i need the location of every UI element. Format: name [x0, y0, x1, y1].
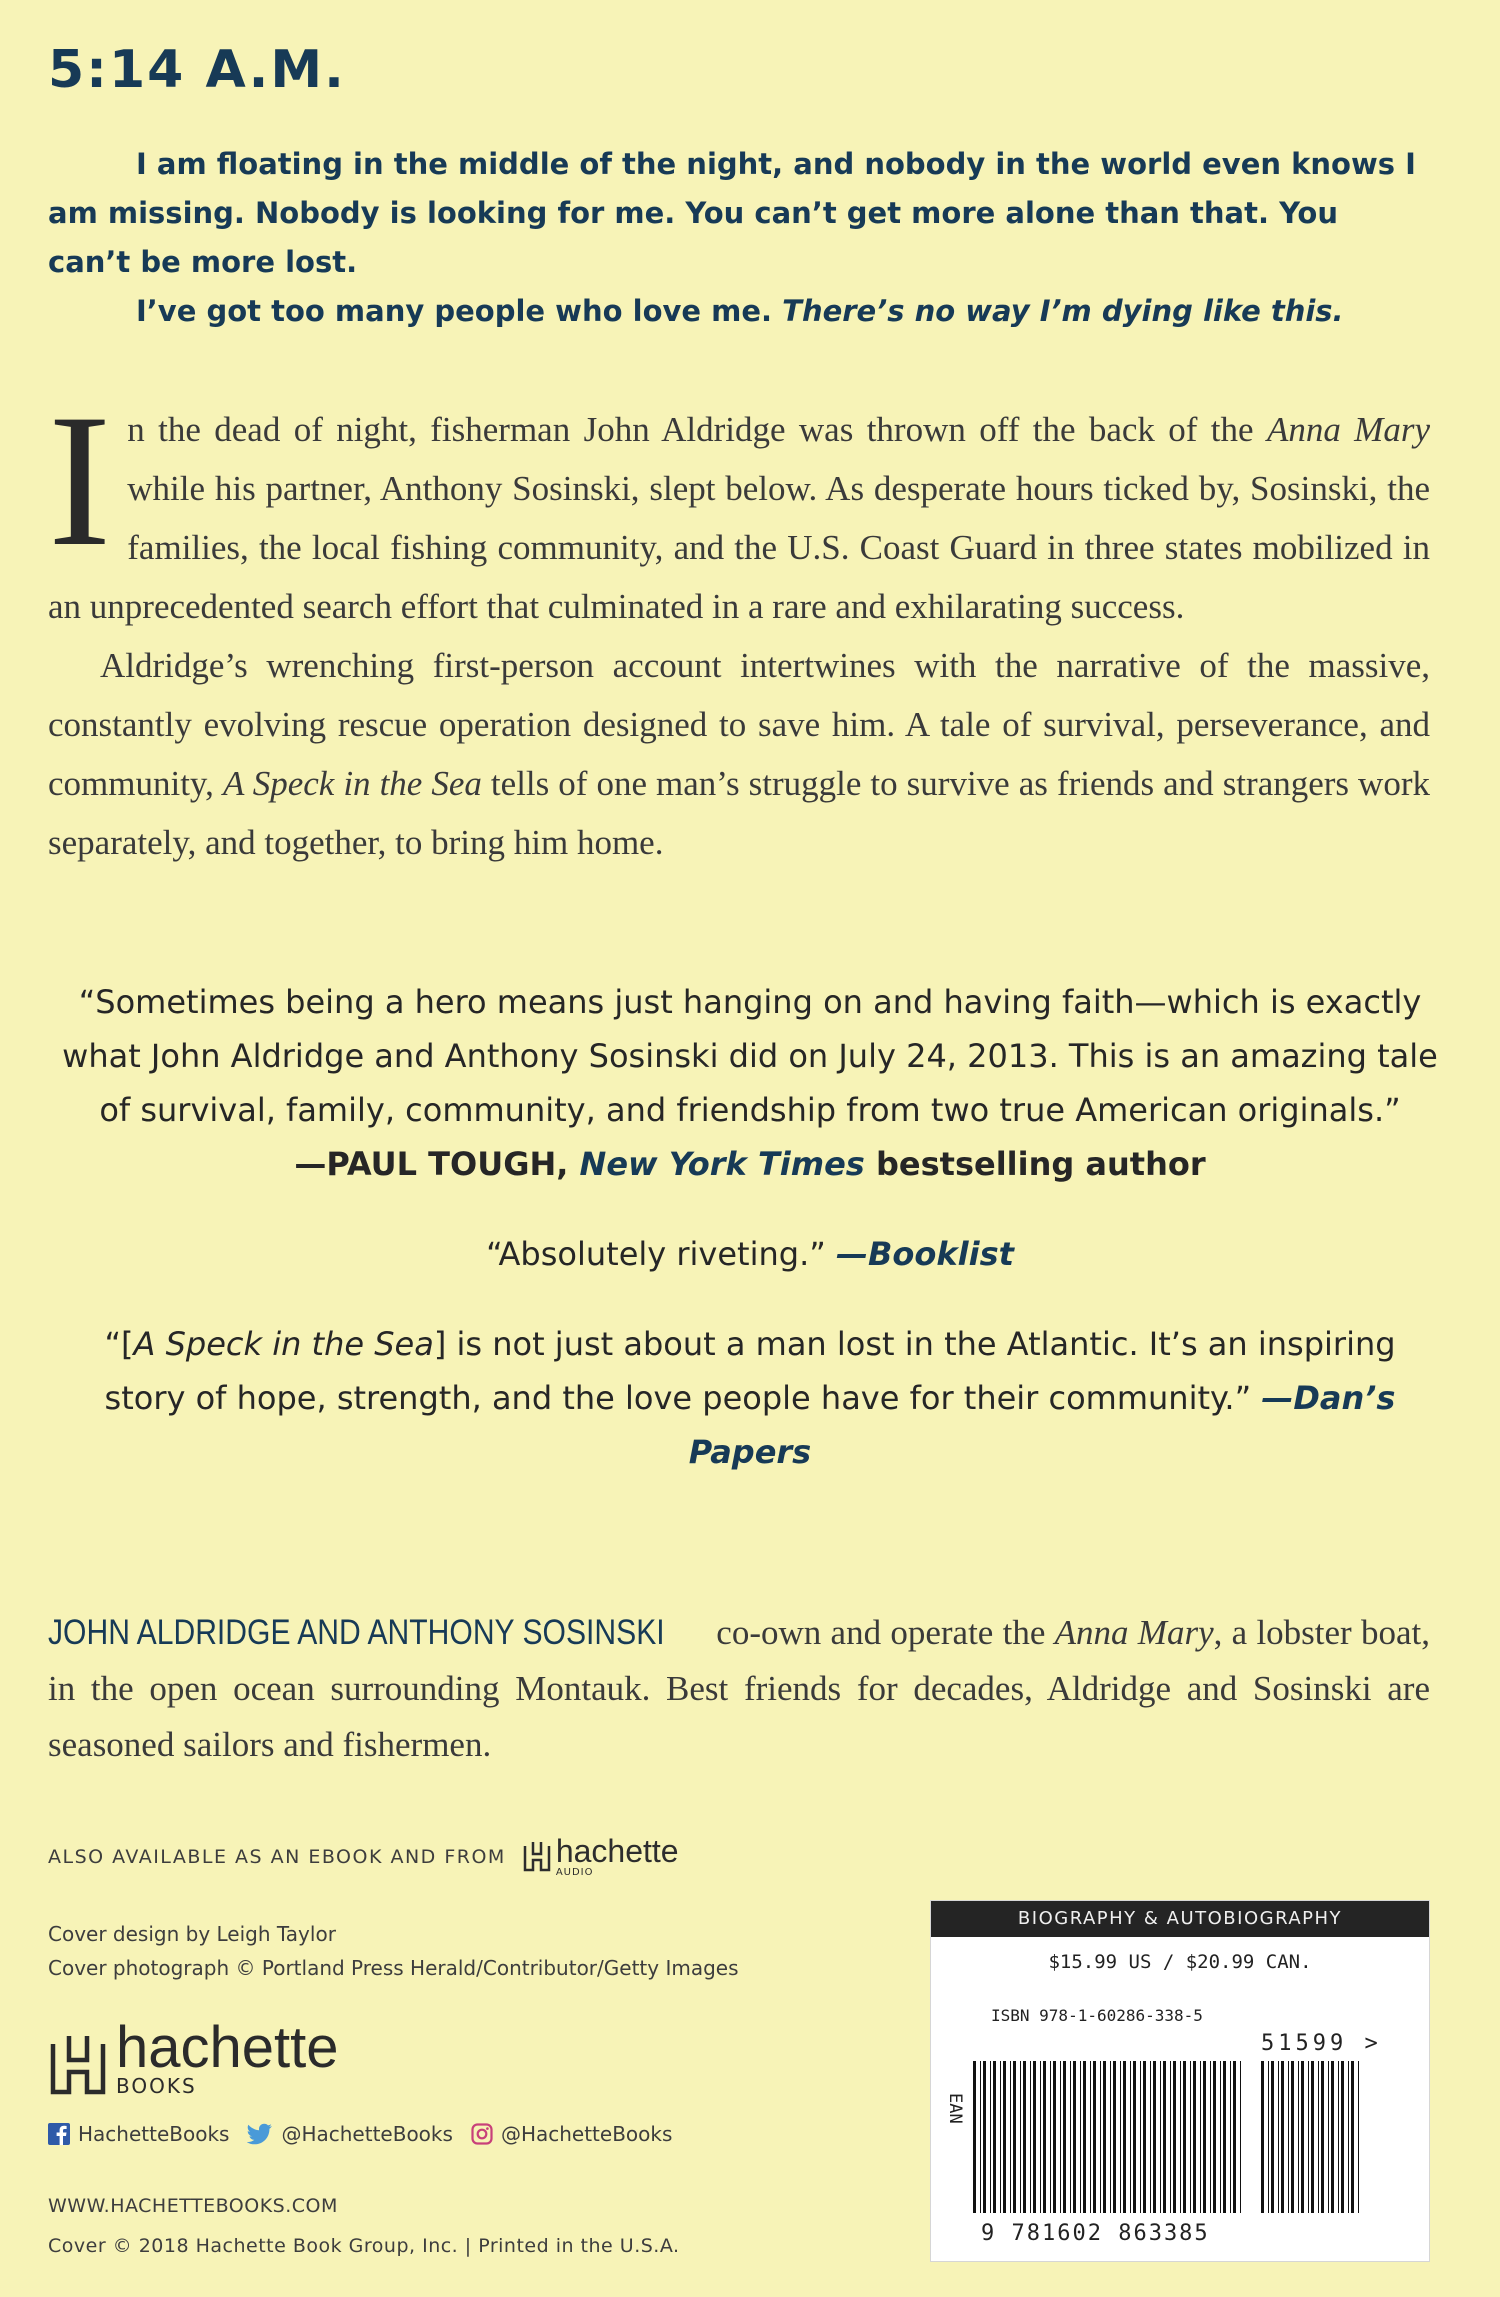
barcode-bar	[1268, 2061, 1269, 2213]
praise-quote-1-attrib-name: —PAUL TOUGH,	[294, 1145, 580, 1183]
barcode-graphic	[931, 1901, 1429, 2261]
cover-photo-credit: Cover photograph © Portland Press Herald/Contributor/Getty Images	[48, 1956, 739, 1980]
barcode-bar	[1321, 2061, 1324, 2213]
barcode-bar	[1023, 2061, 1026, 2213]
barcode-bar	[1010, 2061, 1011, 2213]
barcode-bar	[983, 2061, 986, 2213]
barcode-bar	[1210, 2061, 1211, 2213]
barcode-bar	[1120, 2061, 1121, 2213]
authors-bio	[48, 1605, 1430, 1773]
barcode-bar	[1020, 2061, 1021, 2213]
bio-text-2: , a lobster boat, in the open ocean surrounding Montauk. Best friends for decades, Aldridge and Sosinski are seasoned sailors and fishermen.	[48, 1613, 1430, 1764]
barcode-bar	[1328, 2061, 1329, 2213]
twitter-handle: @HachetteBooks	[281, 2122, 453, 2146]
praise-quote-3-open: “[	[104, 1325, 134, 1363]
barcode-bar	[1013, 2061, 1016, 2213]
barcode-bar	[1190, 2061, 1191, 2213]
barcode-bar	[1143, 2061, 1146, 2213]
ean-digits: 9 781602 863385	[981, 2221, 1210, 2246]
intro-line-2-italic: There’s no way I’m dying like this.	[782, 294, 1344, 328]
praise-quote-1	[60, 975, 1440, 1191]
credits	[48, 1917, 739, 1985]
barcode-box	[930, 1900, 1430, 2262]
barcode-bar	[1281, 2061, 1284, 2213]
synopsis-paragraph-2	[48, 636, 1430, 872]
barcode-bar	[1053, 2061, 1056, 2213]
barcode-bar	[1271, 2061, 1274, 2213]
barcode-bar	[1240, 2061, 1241, 2213]
barcode-bar	[1000, 2061, 1001, 2213]
hachette-h-icon	[522, 1840, 552, 1874]
barcode-bar	[1233, 2061, 1236, 2213]
barcode-bar	[1200, 2061, 1201, 2213]
barcode-bar	[1043, 2061, 1046, 2213]
twitter-icon	[247, 2123, 273, 2145]
praise-quote-3	[60, 1317, 1440, 1479]
intro-line-2	[48, 287, 1428, 336]
barcode-bar	[1070, 2061, 1071, 2213]
barcode-bar	[1288, 2061, 1289, 2213]
barcode-bar	[1130, 2061, 1131, 2213]
praise-quote-2-text: “Absolutely riveting.”	[486, 1235, 836, 1273]
barcode-bar	[1291, 2061, 1294, 2213]
barcode-bar	[993, 2061, 996, 2213]
hachette-audio-logo	[522, 1833, 679, 1878]
barcode-bar	[1341, 2061, 1344, 2213]
barcode-bar	[1080, 2061, 1081, 2213]
intro-line-2-plain: I’ve got too many people who love me.	[136, 294, 783, 328]
praise-quote-1-attrib-pub: New York Times	[579, 1145, 865, 1183]
barcode-bar	[1203, 2061, 1206, 2213]
barcode-bar	[1213, 2061, 1216, 2213]
barcode-bar	[1298, 2061, 1299, 2213]
barcode-bar	[1348, 2061, 1349, 2213]
author-names: JOHN ALDRIDGE AND ANTHONY SOSINSKI	[48, 1613, 665, 1652]
synopsis-p2-part1: Aldridge’s wrenching first-person account intertwines with the narrative of the massive, constantly evolving rescue operation designed to save him. A tale of survival, perseverance, and community,	[48, 646, 1430, 803]
barcode-bar	[1173, 2061, 1176, 2213]
barcode-bar	[1113, 2061, 1116, 2213]
website-link[interactable]: WWW.HACHETTEBOOKS.COM	[48, 2195, 338, 2217]
instagram-icon	[471, 2123, 493, 2145]
synopsis-p2-part2: tells of one man’s struggle to survive as friends and strangers work separately, and together, to bring him home.	[48, 764, 1430, 862]
barcode-bar	[980, 2061, 981, 2213]
synopsis-paragraph-1	[48, 376, 1430, 636]
barcode-bar	[1073, 2061, 1076, 2213]
hachette-audio-word: hachette	[555, 1833, 679, 1869]
intro-excerpt	[48, 140, 1428, 336]
time-heading: 5:14 A.M.	[48, 40, 346, 100]
also-available	[48, 1833, 679, 1878]
hachette-books-h-icon	[48, 2032, 108, 2098]
barcode-bar	[1278, 2061, 1279, 2213]
publisher-imprint: BOOKS	[116, 2074, 197, 2098]
facebook-handle: HachetteBooks	[78, 2122, 230, 2146]
barcode-bar	[1220, 2061, 1221, 2213]
synopsis-p1-part1: n the dead of night, fisherman John Aldridge was thrown off the back of the	[127, 410, 1267, 449]
category-label: BIOGRAPHY & AUTOBIOGRAPHY	[931, 1901, 1429, 1937]
praise-quote-1-attrib-rest: bestselling author	[864, 1145, 1206, 1183]
barcode-bar	[1030, 2061, 1031, 2213]
barcode-bar	[1193, 2061, 1196, 2213]
barcode-bar	[1230, 2061, 1231, 2213]
barcode-bar	[973, 2061, 976, 2213]
price-code-digits: 51599	[1261, 2031, 1348, 2056]
barcode-bar	[1261, 2061, 1264, 2213]
barcode-bar	[1090, 2061, 1091, 2213]
barcode-bar	[1183, 2061, 1186, 2213]
barcode-bar	[990, 2061, 991, 2213]
praise-quote-3-text: ] is not just about a man lost in the Atlantic. It’s an inspiring story of hope, strength, and the love people have for their community.”	[104, 1325, 1396, 1417]
barcode-bar	[1110, 2061, 1111, 2213]
facebook-icon	[48, 2123, 70, 2145]
barcode-bar	[1318, 2061, 1319, 2213]
footer	[48, 2186, 680, 2266]
also-available-label: ALSO AVAILABLE AS AN EBOOK AND FROM	[48, 1846, 506, 1868]
barcode-bar	[1170, 2061, 1171, 2213]
synopsis	[48, 376, 1430, 872]
barcode-bar	[1093, 2061, 1096, 2213]
publisher-logo	[48, 2015, 339, 2098]
intro-line-1: I am floating in the middle of the night, and nobody in the world even knows I am missing. Nobody is looking for me. You can’t get more alone than that. You can’t be more lost.	[48, 147, 1416, 279]
barcode-bar	[1358, 2061, 1359, 2213]
barcode-bar	[1163, 2061, 1166, 2213]
bio-text-1: co-own and operate the	[707, 1613, 1055, 1652]
barcode-bar	[1103, 2061, 1106, 2213]
barcode-bar	[1308, 2061, 1309, 2213]
barcode-bar	[1133, 2061, 1136, 2213]
barcode-bar	[1301, 2061, 1304, 2213]
barcode-bar	[1083, 2061, 1086, 2213]
hachette-audio-sub: AUDIO	[555, 1867, 594, 1878]
instagram-link[interactable]	[471, 2122, 672, 2146]
barcode-bar	[1050, 2061, 1051, 2213]
isbn-label: ISBN 978-1-60286-338-5	[991, 2006, 1203, 2025]
praise-quote-1-text: “Sometimes being a hero means just hanging on and having faith—which is exactly what John Aldridge and Anthony Sosinski did on July 24, 2013. This is an amazing tale of survival, family, community, and friendship from two true American originals.”	[62, 983, 1438, 1129]
barcode-bar	[1338, 2061, 1339, 2213]
barcode-bar	[1040, 2061, 1041, 2213]
price-code-arrow: >	[1364, 2031, 1382, 2056]
twitter-link[interactable]	[247, 2122, 452, 2146]
barcode-bar	[1033, 2061, 1036, 2213]
praise-quote-2-src: —Booklist	[836, 1235, 1014, 1273]
ean-label: EAN	[945, 2093, 965, 2124]
praise-quote-3-src: —Dan’s Papers	[688, 1379, 1396, 1471]
barcode-bar	[1123, 2061, 1126, 2213]
synopsis-p2-italic: A Speck in the Sea	[222, 764, 482, 803]
barcode-bar	[1331, 2061, 1334, 2213]
social-links	[48, 2122, 672, 2146]
price-label: $15.99 US / $20.99 CAN.	[1048, 1951, 1312, 1973]
barcode-bar	[1150, 2061, 1151, 2213]
barcode-bar	[1153, 2061, 1156, 2213]
facebook-link[interactable]	[48, 2122, 229, 2146]
instagram-handle: @HachetteBooks	[500, 2122, 673, 2146]
barcode-bar	[1160, 2061, 1161, 2213]
cover-design-credit: Cover design by Leigh Taylor	[48, 1922, 336, 1946]
barcode-bar	[1100, 2061, 1101, 2213]
barcode-bar	[1351, 2061, 1354, 2213]
copyright-text: Cover © 2018 Hachette Book Group, Inc. | Printed in the U.S.A.	[48, 2235, 680, 2257]
barcode-bar	[1180, 2061, 1181, 2213]
synopsis-p1-part2: while his partner, Anthony Sosinski, slept below. As desperate hours ticked by, Sosinski, the families, the local fishing community, and the U.S. Coast Guard in three states mobilized in an unprecedented search effort that culminated in a rare and exhilarating success.	[48, 469, 1430, 626]
bio-boat-name: Anna Mary	[1054, 1613, 1214, 1652]
praise-quote-2	[60, 1227, 1440, 1281]
synopsis-p1-italic: Anna Mary	[1266, 410, 1430, 449]
praise-section	[60, 975, 1440, 1515]
barcode-bar	[1060, 2061, 1061, 2213]
praise-quote-3-title: A Speck in the Sea	[133, 1325, 434, 1363]
drop-cap: I	[48, 376, 112, 586]
publisher-name: hachette	[116, 2015, 339, 2080]
barcode-bar	[1003, 2061, 1006, 2213]
barcode-bar	[1311, 2061, 1314, 2213]
barcode-bar	[1223, 2061, 1226, 2213]
barcode-bar	[1140, 2061, 1141, 2213]
barcode-bar	[1063, 2061, 1066, 2213]
